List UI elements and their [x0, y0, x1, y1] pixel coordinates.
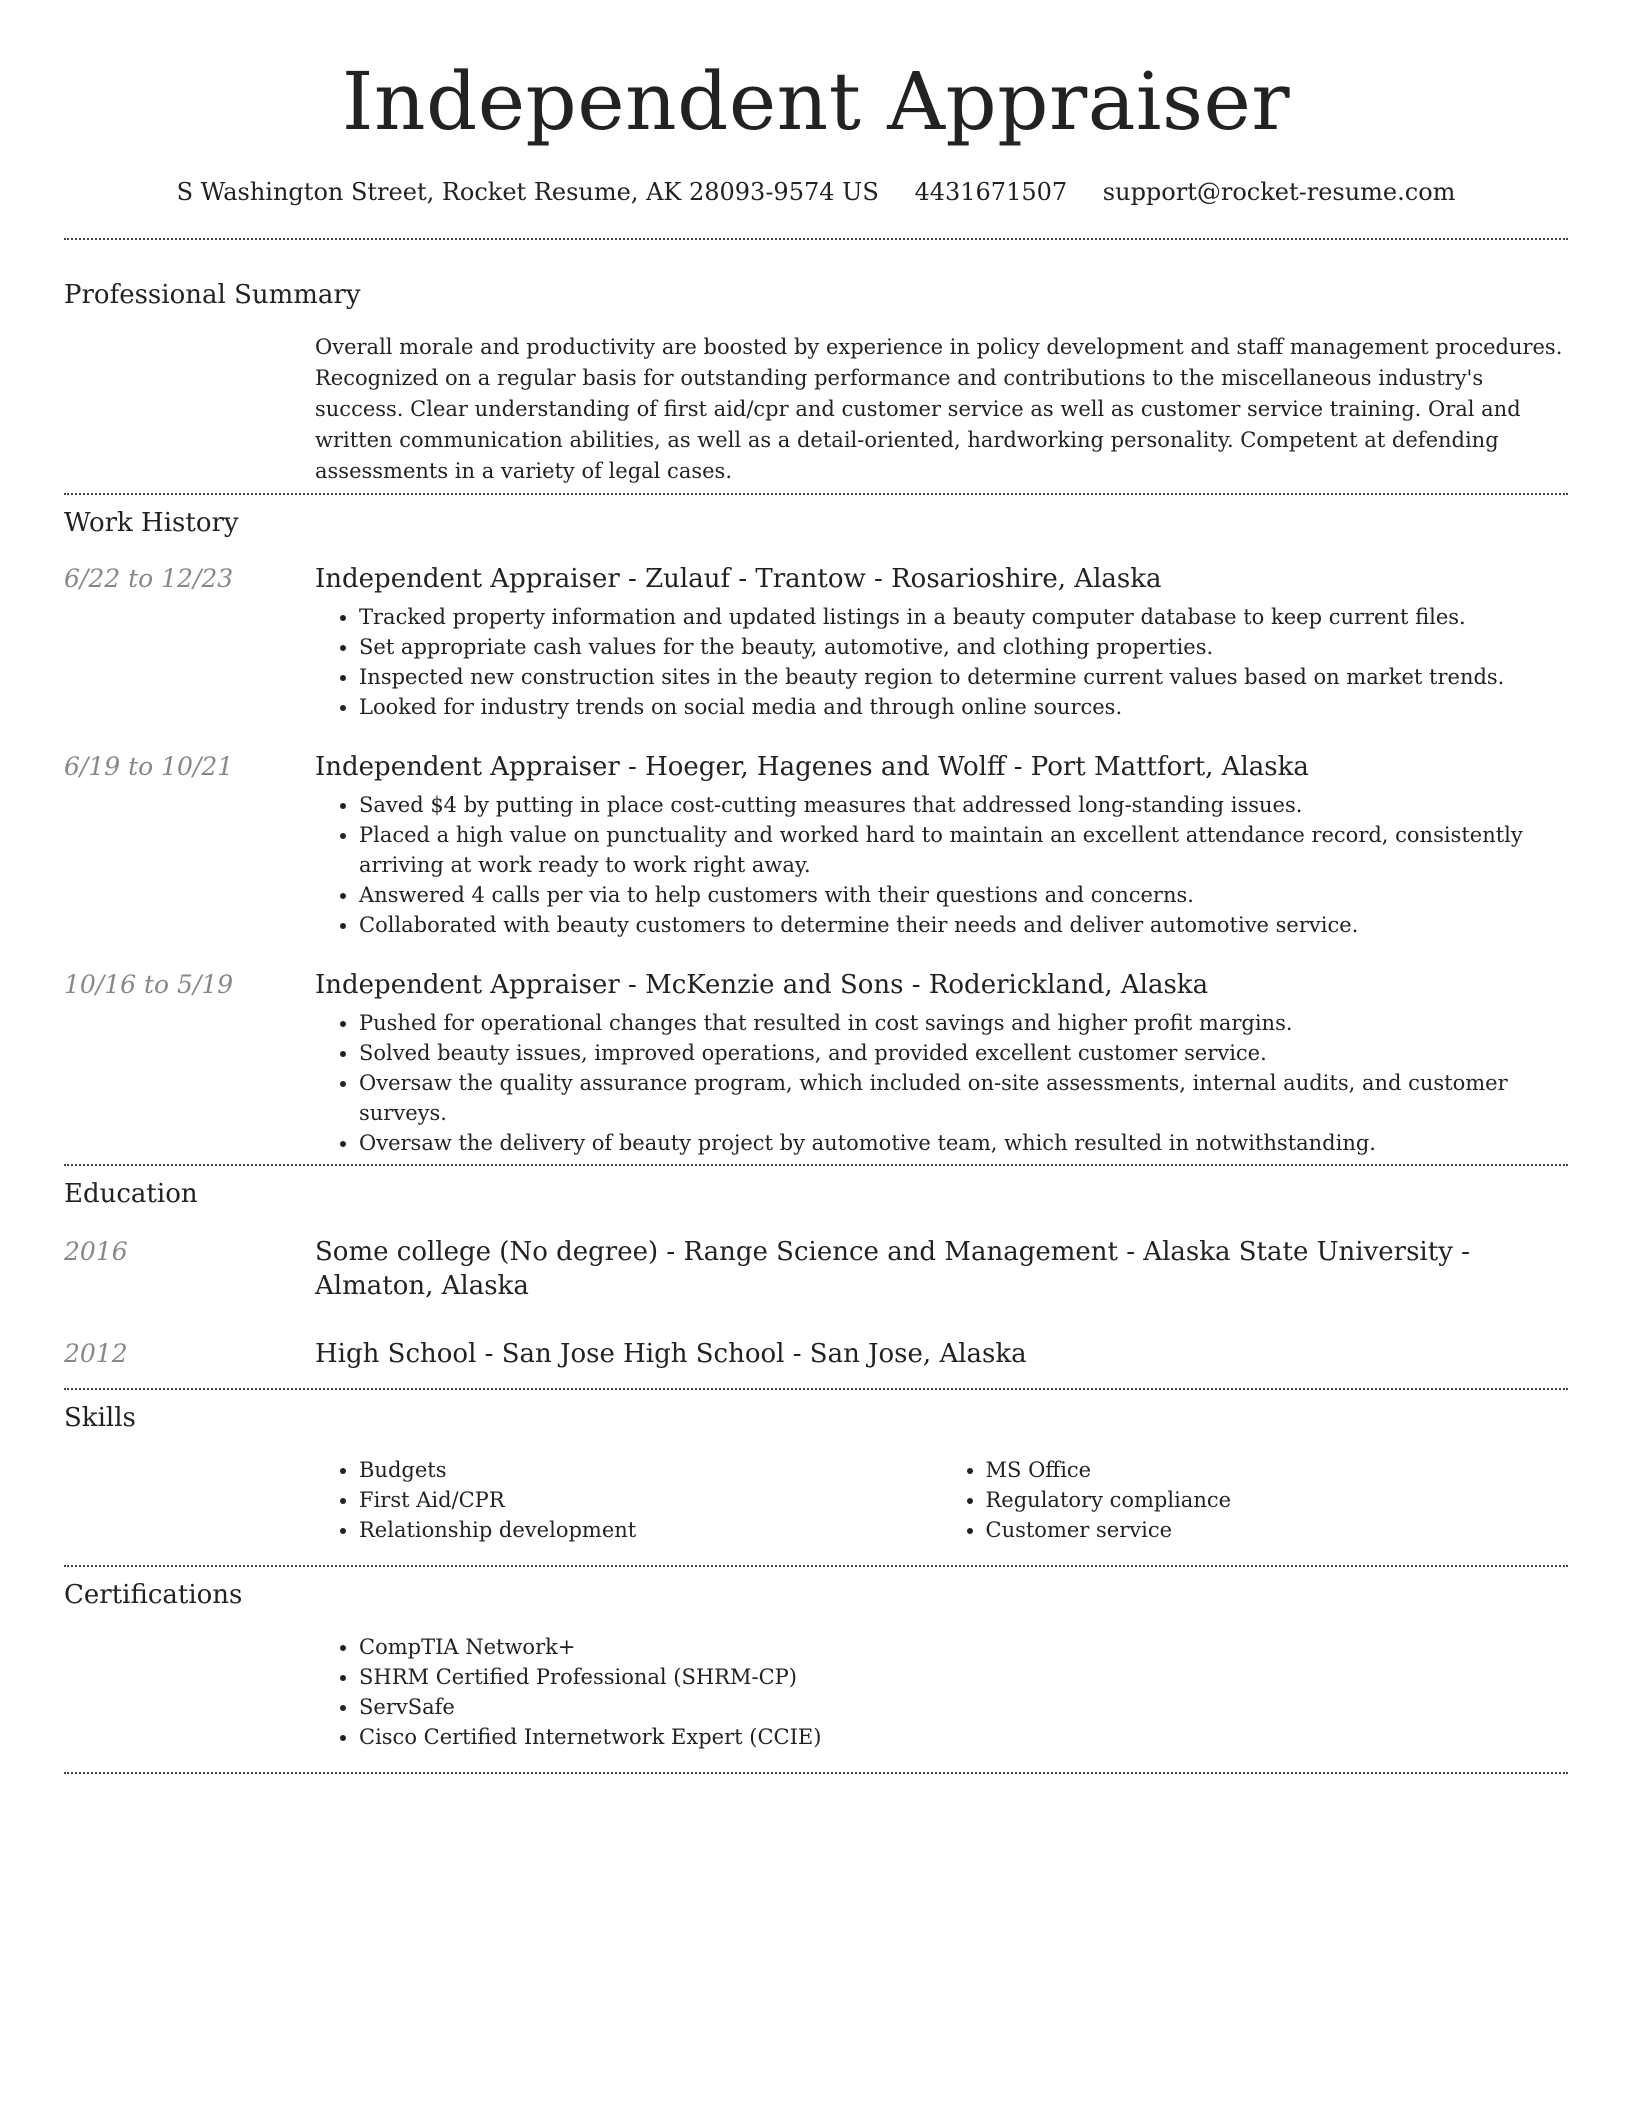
- job-bullets: [315, 1008, 1568, 1158]
- job-entry: [64, 968, 1568, 1158]
- summary-row: [64, 332, 1568, 487]
- education-text: High School - San Jose High School - San Jose, Alaska: [315, 1339, 1027, 1369]
- divider: [64, 493, 1568, 495]
- list-item: • Looked for industry trends on social media and through online sources.: [359, 692, 1568, 722]
- job-entry: [64, 750, 1568, 940]
- divider: [64, 1388, 1568, 1390]
- job-dates: 6/22 to 12/23: [64, 564, 234, 593]
- list-item: • ServSafe: [359, 1692, 1568, 1722]
- job-title: Independent Appraiser - Zulauf - Trantow - Rosarioshire, Alaska: [315, 564, 1162, 594]
- list-item: • Placed a high value on punctuality and worked hard to maintain an excellent attendance record, consistently arriving at work ready to work right away.: [359, 820, 1568, 880]
- list-item: • MS Office: [986, 1455, 1569, 1485]
- education-entry: [64, 1337, 1568, 1371]
- job-bullets: [315, 602, 1568, 722]
- divider: [64, 1164, 1568, 1166]
- list-item: • Budgets: [359, 1455, 942, 1485]
- skills-columns: [315, 1455, 1568, 1545]
- skills-list-right: [942, 1455, 1569, 1545]
- divider: [64, 238, 1568, 240]
- contact-line: [64, 176, 1568, 208]
- section-title-work: Work History: [64, 508, 239, 538]
- education-year: 2012: [64, 1339, 128, 1368]
- education-text: Some college (No degree) - Range Science and Management - Alaska State University - Almaton, Alaska: [315, 1237, 1470, 1301]
- section-title-education: Education: [64, 1179, 198, 1209]
- job-title: Independent Appraiser - Hoeger, Hagenes and Wolff - Port Mattfort, Alaska: [315, 752, 1309, 782]
- section-title-certifications: Certifications: [64, 1580, 243, 1610]
- education-year: 2016: [64, 1237, 128, 1266]
- list-item: • Cisco Certified Internetwork Expert (CCIE): [359, 1722, 1568, 1752]
- divider: [64, 1772, 1568, 1774]
- job-dates: 10/16 to 5/19: [64, 970, 234, 999]
- list-item: • Set appropriate cash values for the beauty, automotive, and clothing properties.: [359, 632, 1568, 662]
- section-title-summary: Professional Summary: [64, 280, 361, 310]
- list-item: • Oversaw the delivery of beauty project by automotive team, which resulted in notwithstanding.: [359, 1128, 1568, 1158]
- job-entry: [64, 562, 1568, 722]
- summary-text: Overall morale and productivity are boosted by experience in policy development and staff management procedures. Recognized on a regular basis for outstanding performance and contributions to the miscellaneous industry's success. Clear understanding of first aid/cpr and customer service as well as customer service training. Oral and written communication abilities, as well as a detail-oriented, hardworking personality. Competent at defending assessments in a variety of legal cases.: [315, 335, 1563, 483]
- list-item: • Inspected new construction sites in the beauty region to determine current values based on market trends.: [359, 662, 1568, 692]
- contact-address: S Washington Street, Rocket Resume, AK 28093-9574 US: [176, 178, 879, 206]
- contact-email: support@rocket-resume.com: [1102, 178, 1456, 206]
- list-item: • CompTIA Network+: [359, 1632, 1568, 1662]
- education-entry: [64, 1235, 1568, 1303]
- list-item: • Customer service: [986, 1515, 1569, 1545]
- list-item: • Oversaw the quality assurance program, which included on-site assessments, internal audits, and customer surveys.: [359, 1068, 1568, 1128]
- certifications-list: [315, 1632, 1568, 1752]
- job-bullets: [315, 790, 1568, 940]
- list-item: • Solved beauty issues, improved operations, and provided excellent customer service.: [359, 1038, 1568, 1068]
- skills-row: [64, 1455, 1568, 1545]
- list-item: • First Aid/CPR: [359, 1485, 942, 1515]
- section-title-skills: Skills: [64, 1403, 136, 1433]
- list-item: • Relationship development: [359, 1515, 942, 1545]
- candidate-name: Independent Appraiser: [341, 55, 1291, 148]
- list-item: • Regulatory compliance: [986, 1485, 1569, 1515]
- list-item: • SHRM Certified Professional (SHRM-CP): [359, 1662, 1568, 1692]
- job-title: Independent Appraiser - McKenzie and Sons - Roderickland, Alaska: [315, 970, 1209, 1000]
- list-item: • Saved $4 by putting in place cost-cutting measures that addressed long-standing issues.: [359, 790, 1568, 820]
- job-dates: 6/19 to 10/21: [64, 752, 234, 781]
- list-item: • Tracked property information and updated listings in a beauty computer database to keep current files.: [359, 602, 1568, 632]
- certifications-row: [64, 1632, 1568, 1752]
- contact-phone: 4431671507: [914, 178, 1068, 206]
- list-item: • Collaborated with beauty customers to determine their needs and deliver automotive service.: [359, 910, 1568, 940]
- divider: [64, 1565, 1568, 1567]
- list-item: • Answered 4 calls per via to help customers with their questions and concerns.: [359, 880, 1568, 910]
- skills-list-left: [315, 1455, 942, 1545]
- list-item: • Pushed for operational changes that resulted in cost savings and higher profit margins.: [359, 1008, 1568, 1038]
